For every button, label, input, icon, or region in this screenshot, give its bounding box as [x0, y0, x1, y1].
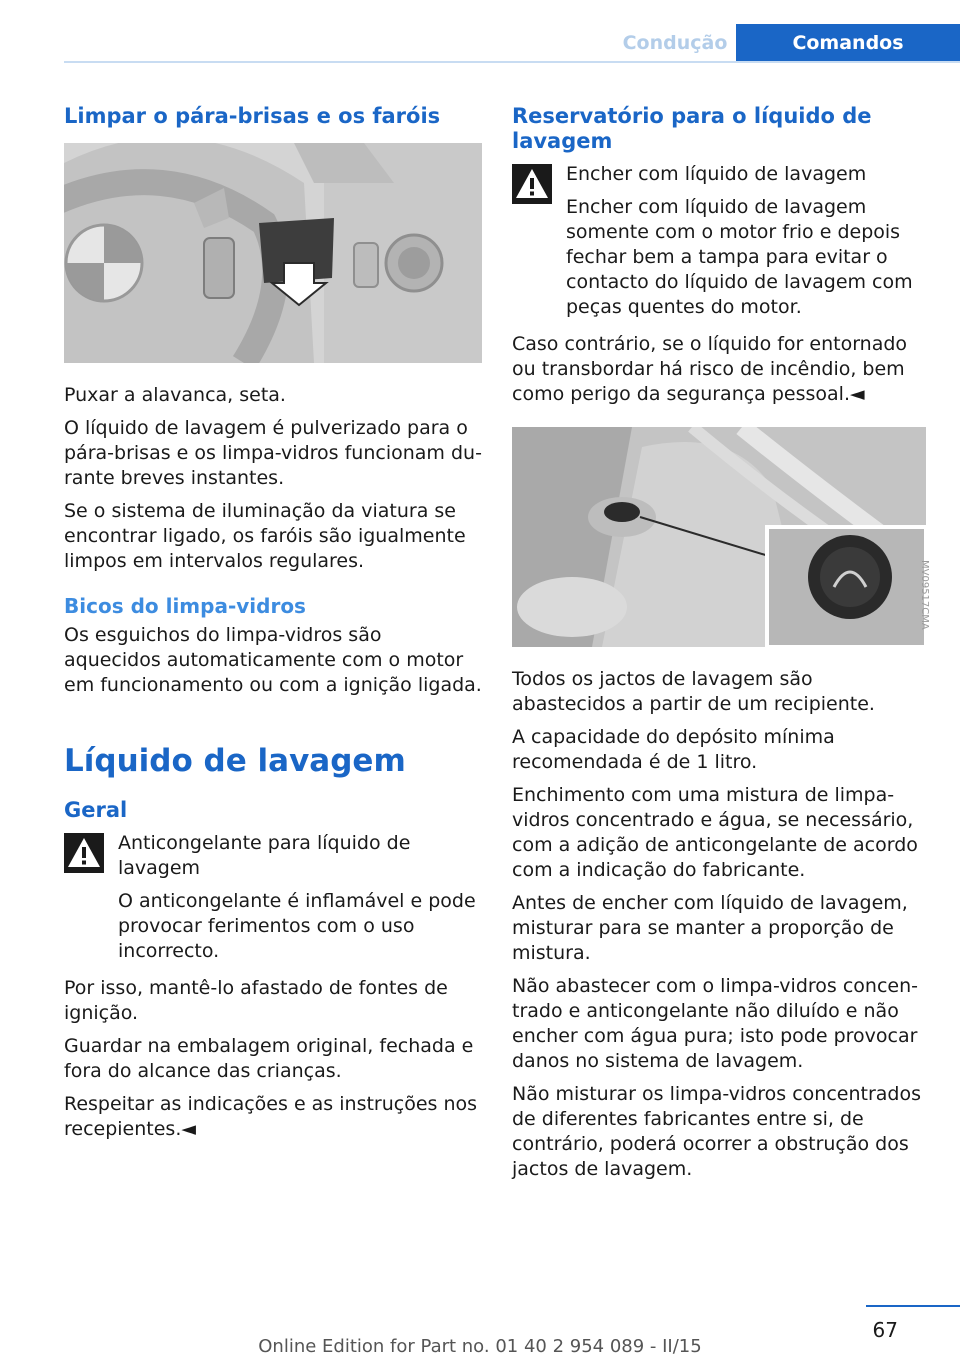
header-tabs	[614, 24, 960, 62]
text-nozzles: Os esguichos do limpa-vidros são aquecidos automaticamente com o motor em funcionamento ou com a ignição ligada.	[64, 624, 482, 696]
warning-text-2: Por isso, mantê-lo afastado de fontes de ignição.	[64, 977, 448, 1024]
heading-general: Geral	[64, 798, 128, 822]
tab-chapter[interactable]: Comandos	[736, 24, 960, 62]
text-headlights: Se o sistema de iluminação da viatura se encontrar ligado, os faróis são igualmente limpos em intervalos regulares.	[64, 500, 466, 572]
warning-triangle-icon	[512, 164, 552, 204]
heading-washer-fluid: Líquido de lavagem	[64, 743, 406, 779]
text-no-concentrate: Não abastecer com o limpa-vidros concentrado e anticongelante não diluído e não encher com água pura; isto pode provocar danos no sistema de lavagem.	[512, 975, 918, 1072]
text-spray: O líquido de lavagem é pulverizado para o pára-brisas e os limpa-vidros funcionam durante breves instantes.	[64, 417, 482, 489]
steering-wheel-image	[64, 143, 482, 363]
text-no-mixing: Não misturar os limpa-vidros concentrados de diferentes fabricantes entre si, de contrário, poderá ocorrer a obstrução dos jactos de lavagem.	[512, 1083, 922, 1180]
warning-text-3: Guardar na embalagem original, fechada e fora do alcance das crianças.	[64, 1035, 474, 1082]
warning-text-1: Encher com líquido de lavagem somente com o motor frio e depois fechar bem a tampa para evitar o contacto do líquido de lavagem com peças quentes do motor.	[566, 196, 913, 318]
warning-text-4: Respeitar as indicações e as instruções nos recepientes.◄	[64, 1093, 478, 1140]
steering-wheel-illustration	[64, 143, 482, 363]
heading-cleaning: Limpar o pára-brisas e os faróis	[64, 104, 441, 128]
text-premix: Antes de encher com líquido de lavagem, misturar para se manter a proporção de mistura.	[512, 892, 908, 964]
warning-title: Encher com líquido de lavagem	[566, 163, 867, 185]
header-rule	[64, 61, 960, 63]
warning-filling	[512, 162, 926, 328]
heading-nozzles: Bicos do limpa-vidros	[64, 594, 306, 618]
warning-text-1: O anticongelante é inflamável e pode provocar ferimentos com o uso incorrecto.	[118, 890, 476, 962]
reservoir-image	[512, 427, 926, 647]
warning-title: Anticongelante para líquido de lavagem	[118, 832, 411, 879]
text-jets: Todos os jactos de lavagem são abastecidos a partir de um recipiente.	[512, 668, 875, 715]
warning-triangle-icon	[64, 833, 104, 873]
text-capacity: A capacidade do depósito mínima recomendada é de 1 litro.	[512, 726, 835, 773]
reservoir-illustration	[512, 427, 926, 647]
image-code: MV09517CMA	[919, 560, 930, 630]
heading-reservoir: Reservatório para o líquido de lavagem	[512, 104, 872, 153]
footer-edition: Online Edition for Part no. 01 40 2 954 089 - II/15	[258, 1336, 702, 1357]
warning-antifreeze	[64, 831, 482, 972]
page-number: 67	[872, 1318, 898, 1342]
right-column	[512, 98, 926, 1190]
tab-section[interactable]: Condução	[622, 32, 728, 54]
text-pull-lever: Puxar a alavanca, seta.	[64, 384, 286, 406]
footer-rule	[866, 1305, 960, 1307]
text-mixture: Enchimento com uma mistura de limpa-vidros concentrado e água, se necessário, com a adição de anticongelante de acordo com a indicação do fabricante.	[512, 784, 918, 881]
warning-text-2: Caso contrário, se o líquido for entornado ou transbordar há risco de incêndio, bem como perigo da segurança pessoal.◄	[512, 333, 908, 405]
left-column	[64, 98, 482, 1150]
